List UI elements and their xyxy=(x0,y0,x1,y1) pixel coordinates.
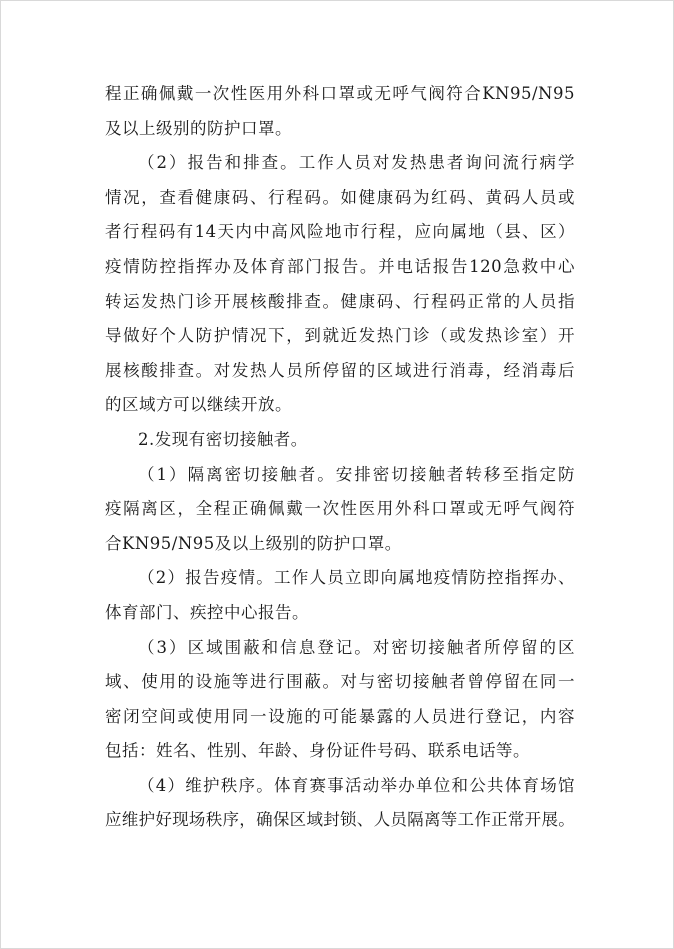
text-line: 体育部门、疾控中心报告。 xyxy=(105,602,309,622)
text-line: 转运发热门诊开展核酸排查。健康码、行程码正常的人员指 xyxy=(105,291,575,311)
text-line: 者行程码有14天内中高风险地市行程，应向属地（县、区） xyxy=(105,222,575,242)
text-line: 导做好个人防护情况下，到就近发热门诊（或发热诊室）开 xyxy=(105,326,575,346)
text-line: （2）报告疫情。工作人员立即向属地疫情防控指挥办、 xyxy=(138,568,575,588)
text-line: 密闭空间或使用同一设施的可能暴露的人员进行登记，内容 xyxy=(105,706,575,726)
text-line: 应维护好现场秩序，确保区域封锁、人员隔离等工作正常开展。 xyxy=(105,810,575,830)
text-line: 展核酸排查。对发热人员所停留的区域进行消毒，经消毒后 xyxy=(105,360,575,380)
text-line: （3）区域围蔽和信息登记。对密切接触者所停留的区 xyxy=(138,637,575,657)
text-line: （2）报告和排查。工作人员对发热患者询问流行病学 xyxy=(138,153,575,173)
document-body xyxy=(105,77,575,838)
text-line: （1）隔离密切接触者。安排密切接触者转移至指定防 xyxy=(138,464,575,484)
text-line: 程正确佩戴一次性医用外科口罩或无呼气阀符合KN95/N95 xyxy=(105,84,575,103)
text-line: 及以上级别的防护口罩。 xyxy=(105,118,292,138)
text-line: 包括：姓名、性别、年龄、身份证件号码、联系电话等。 xyxy=(105,741,530,761)
text-line: （4）维护秩序。体育赛事活动举办单位和公共体育场馆 xyxy=(138,775,575,795)
text-line: 疫情防控指挥办及体育部门报告。并电话报告120急救中心 xyxy=(105,256,575,276)
text-line: 域、使用的设施等进行围蔽。对与密切接触者曾停留在同一 xyxy=(105,672,575,692)
text-line: 情况，查看健康码、行程码。如健康码为红码、黄码人员或 xyxy=(105,187,575,207)
text-line: 的区域方可以继续开放。 xyxy=(105,395,292,415)
section-heading: 2.发现有密切接触者。 xyxy=(138,429,308,449)
text-line: 疫隔离区，全程正确佩戴一次性医用外科口罩或无呼气阀符 xyxy=(105,499,575,519)
text-line: 合KN95/N95及以上级别的防护口罩。 xyxy=(105,533,402,553)
